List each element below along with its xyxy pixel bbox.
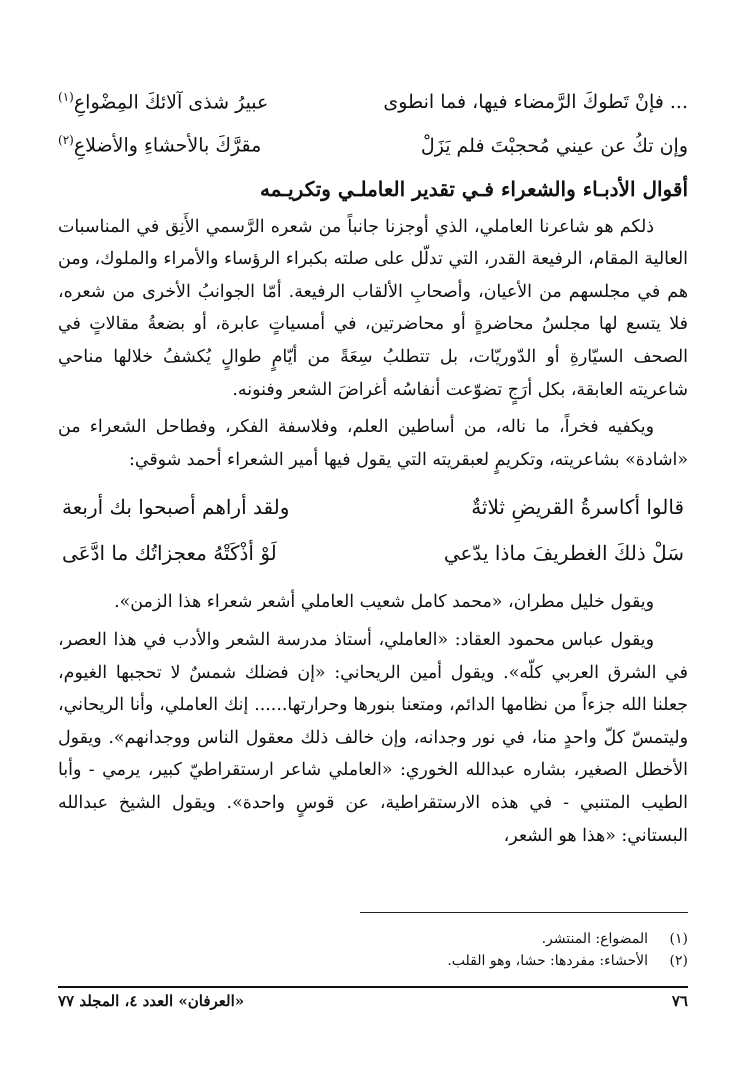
footnote-separator	[360, 912, 688, 913]
verse-hemistich-left: لَوْ أذْكَتْهُ معجزاتُك ما ادَّعَى	[62, 541, 277, 566]
shawqi-poem	[58, 484, 688, 576]
page-number: ٧٦	[671, 992, 688, 1010]
footnote-ref-2: (٢)	[58, 133, 74, 148]
paragraph-2: ويكفيه فخراً، ما ناله، من أساطين العلم، وفلاسفة الفكر، وفطاحل الشعراء من «اشادة» بشاعريته، وتكريمٍ لعبقريته التي يقول فيها أمير الشعراء أحمد شوقي:	[58, 417, 688, 470]
verse-hemistich-left: مقرَّكَ بالأحشاءِ والأضلاعِ$^{(٢)}$	[58, 133, 262, 157]
footer-rule	[58, 986, 688, 988]
footnotes	[58, 928, 688, 972]
footnote-1	[58, 928, 688, 950]
footnote-number: (٢)	[669, 953, 688, 969]
verse-hemistich-right: وإن تكُ عن عيني مُحجبْتَ فلم يَزَلْ	[420, 134, 688, 157]
journal-citation: «العرفان» العدد ٤، المجلد ٧٧	[58, 992, 245, 1010]
paragraph-1: ذلكم هو شاعرنا العاملي، الذي أوجزنا جانباً من شعره الرَّسمي الأَنِق في المناسبات العالية المقام، الرفيعة القدر، التي تدلّل على صلته بكبراء الرؤساء والأمراء والملوك، ومن هم في مجلسهم من الأعيان، وأصحابِ الألقاب الرفيعة. أمّا الجوانبُ الأخرى من شعره، فلا يتسع لها مجلسُ محاضرةٍ أو محاضرتين، في أمسياتٍ عابرة، أو بضعةُ مقالاتٍ في الصحف السيّارةِ أو الدّوريّات، بل تتطلبُ سِعَةً من أيّامٍ طوالٍ يُكشفُ خلالها مناحي شاعريته العابقة، بكل أرَجٍ تضوّعت أنفاسُه أغراضَ الشعر وفنونه.	[58, 216, 688, 400]
verse-top-1	[58, 78, 688, 121]
section-heading: أقوال الأدبـاء والشعراء فـي تقدير العاملـي وتكريـمه	[259, 176, 688, 201]
verse-shawqi-2	[58, 530, 688, 576]
verse-hemistich-left: ولقد أراهم أصبحوا بك أربعة	[62, 495, 290, 520]
footnote-number: (١)	[669, 931, 688, 947]
verse-hemistich-right: ... فإنْ تَطوكَ الرَّمضاء فيها، فما انطوى	[383, 91, 688, 114]
page-body	[58, 78, 688, 857]
footnote-2	[58, 950, 688, 972]
page-footer	[58, 990, 688, 1012]
verse-hemistich-right: سَلْ ذلكَ الغطريفَ ماذا يدّعي	[443, 541, 684, 566]
verse-shawqi-1	[58, 484, 688, 530]
footnote-ref-1: (١)	[58, 90, 74, 104]
footnote-text: الأحشاء: مفردها: حشا، وهو القلب.	[447, 953, 648, 969]
paragraph-4: ويقول عباس محمود العقاد: «العاملي، أستاذ مدرسة الشعر والأدب في هذا العصر، في الشرق العربي كلّه». ويقول أمين الريحاني: «إن فضلك شمسٌ لا تحجبها الغيوم، جعلنا الله جزءاً من نظامها الدائم، ومتعنا بنورها وحرارتها...... إنك العاملي، وأنا الريحاني، وليتمسّ كلّ واحدٍ منا، في نور وجدانه، وإن خالف ذلك معقول الناس ووجدانهم». ويقول الأخطل الصغير، بشاره عبدالله الخوري: «العاملي شاعر ارستقراطيّ كبير، يرمي - وأبا الطيب المتنبي - في هذه الارستقراطية، عن قوسٍ واحدة». ويقول الشيخ عبدالله البستاني: «هذا هو الشعر،	[58, 630, 688, 846]
paragraph-3: ويقول خليل مطران، «محمد كامل شعيب العاملي أشعر شعراء هذا الزمن».	[114, 592, 654, 613]
verse-top-2	[58, 121, 688, 164]
verse-hemistich-right: قالوا أكاسرةُ القريضِ ثلاثةٌ	[471, 495, 684, 520]
footnote-text: المضواع: المنتشر.	[541, 931, 648, 947]
verse-hemistich-left: عبيرُ شذى آلائكَ المِضْواعِ$^{(١)}$	[58, 90, 269, 114]
